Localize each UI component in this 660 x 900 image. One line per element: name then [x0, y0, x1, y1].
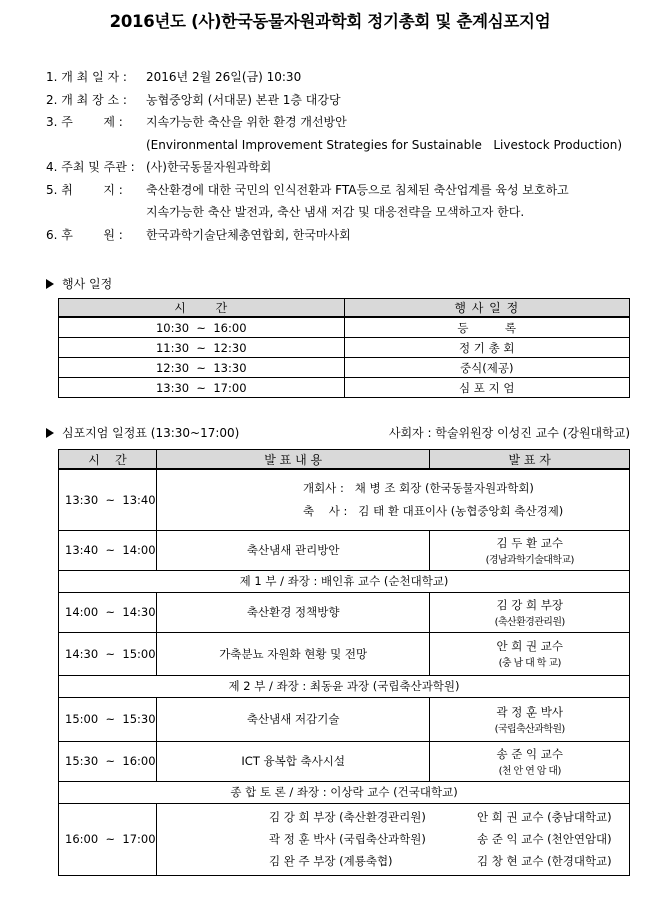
time-cell: 11:30 ~ 12:30 — [59, 338, 345, 358]
presenter-cell — [430, 697, 630, 741]
discussion-header: 종 합 토 론 / 좌장 : 이상락 교수 (건국대학교) — [59, 781, 630, 803]
session-header-row — [59, 675, 630, 697]
event-cell: 중식(제공) — [344, 358, 630, 378]
info-theme — [46, 111, 622, 134]
session-header-row — [59, 781, 630, 803]
moderator: 사회자 : 학술위원장 이성진 교수 (강원대학교) — [388, 426, 630, 440]
symposium-heading-text: 심포지엄 일정표 (13:30~17:00) — [62, 426, 240, 440]
presenter-org: (경남과학기술대학교) — [485, 554, 574, 566]
column-header-time: 시 간 — [59, 299, 345, 318]
talk-title: 축산환경 정책방향 — [156, 592, 429, 632]
panelist: 김 강 희 부장 (축산환경관리원) — [268, 810, 426, 824]
info-value: 한국과학기술단체총연합회, 한국마사회 — [146, 227, 351, 242]
opening-cell — [156, 469, 629, 530]
table-row — [59, 338, 630, 358]
table-row — [59, 592, 630, 632]
symposium-table — [58, 449, 630, 876]
presenter-name: 김 두 환 교수 — [496, 535, 563, 550]
talk-title: 축산냄새 관리방안 — [156, 530, 429, 570]
time-cell: 15:30 ~ 16:00 — [59, 741, 157, 781]
triangle-bullet-icon — [46, 428, 54, 438]
table-row — [59, 803, 630, 875]
event-info — [46, 66, 622, 246]
time-cell: 13:30 ~ 17:00 — [59, 378, 345, 398]
info-purpose — [46, 179, 622, 202]
panelist: 곽 정 훈 박사 (국립축산과학원) — [268, 832, 426, 846]
symposium-heading — [46, 424, 239, 441]
table-row — [59, 469, 630, 530]
table-row — [59, 378, 630, 398]
presenter-name: 곽 정 훈 박사 — [496, 704, 563, 719]
opening-address: 개회사 : 채 병 조 회장 (한국동물자원과학회) — [302, 480, 534, 495]
table-row — [59, 317, 630, 338]
column-header-content: 발 표 내 용 — [156, 450, 429, 470]
presenter-cell — [430, 632, 630, 675]
panel-row — [269, 850, 629, 872]
time-cell: 13:40 ~ 14:00 — [59, 530, 157, 570]
column-header-time: 시 간 — [59, 450, 157, 470]
presenter-org: (천 안 연 암 대) — [498, 765, 561, 777]
triangle-bullet-icon — [46, 279, 54, 289]
info-label: 1. 개 최 일 자 : — [46, 70, 127, 84]
info-purpose-continued: 지속가능한 축산 발전과, 축산 냄새 저감 및 대응전략을 모색하고자 한다. — [146, 205, 525, 219]
info-theme-english: (Environmental Improvement Strategies for Sustainable Livestock Production) — [146, 137, 623, 152]
session-1-header: 제 1 부 / 좌장 : 배인휴 교수 (순천대학교) — [59, 570, 630, 592]
info-label: 4. 주최 및 주관 : — [46, 160, 135, 174]
table-row — [59, 530, 630, 570]
event-cell: 심 포 지 엄 — [344, 378, 630, 398]
table-row — [59, 741, 630, 781]
info-label: 5. 취 지 : — [46, 182, 123, 197]
panelist: 김 창 현 교수 (한경대학교) — [476, 854, 612, 868]
table-row — [59, 632, 630, 675]
table-header-row — [59, 450, 630, 470]
info-label: 2. 개 최 장 소 : — [46, 92, 127, 107]
time-cell: 15:00 ~ 15:30 — [59, 697, 157, 741]
discussion-panel — [156, 803, 629, 875]
congratulatory-address: 축 사 : 김 태 환 대표이사 (농협중앙회 축산경제) — [302, 503, 564, 518]
time-cell: 10:30 ~ 16:00 — [59, 317, 345, 338]
table-row — [59, 697, 630, 741]
presenter-cell — [430, 741, 630, 781]
event-cell: 정 기 총 회 — [344, 338, 630, 358]
presenter-cell — [430, 530, 630, 570]
info-host — [46, 156, 622, 179]
presenter-name: 김 강 희 부장 — [496, 597, 563, 612]
talk-title: 가축분뇨 자원화 현황 및 전망 — [156, 632, 429, 675]
info-label: 3. 주 제 : — [46, 115, 123, 129]
info-date — [46, 66, 622, 89]
presenter-cell — [430, 592, 630, 632]
panel-row — [269, 828, 629, 850]
column-header-event: 행 사 일 정 — [344, 299, 630, 318]
time-cell: 12:30 ~ 13:30 — [59, 358, 345, 378]
schedule-heading — [46, 275, 112, 292]
column-header-presenter: 발 표 자 — [430, 450, 630, 470]
time-cell: 14:00 ~ 14:30 — [59, 592, 157, 632]
session-header-row — [59, 570, 630, 592]
panel-row — [269, 806, 629, 828]
time-cell: 14:30 ~ 15:00 — [59, 632, 157, 675]
talk-title: 축산냄새 저감기술 — [156, 697, 429, 741]
info-place — [46, 89, 622, 112]
schedule-heading-text: 행사 일정 — [62, 277, 113, 291]
info-value: 축산환경에 대한 국민의 인식전환과 FTA등으로 침체된 축산업계를 육성 보호하고 — [146, 182, 569, 197]
table-row — [59, 358, 630, 378]
table-header-row — [59, 299, 630, 318]
info-value: 2016년 2월 26일(금) 10:30 — [146, 70, 302, 84]
info-value: (사)한국동물자원과학회 — [146, 160, 272, 174]
info-value: 농협중앙회 (서대문) 본관 1층 대강당 — [146, 92, 341, 107]
page-title: 2016년도 (사)한국동물자원과학회 정기총회 및 춘계심포지엄 — [109, 12, 551, 31]
panelist: 김 완 주 부장 (계룡축협) — [268, 854, 393, 868]
info-sponsor — [46, 224, 622, 247]
panelist: 송 준 익 교수 (천안연암대) — [476, 832, 612, 846]
session-2-header: 제 2 부 / 좌장 : 최동윤 과장 (국립축산과학원) — [59, 675, 630, 697]
presenter-name: 안 희 권 교수 — [496, 639, 563, 653]
panelist: 안 희 권 교수 (충남대학교) — [476, 810, 612, 824]
info-value: 지속가능한 축산을 위한 환경 개선방안 — [146, 115, 347, 129]
presenter-org: (충 남 대 학 교) — [498, 658, 561, 669]
time-cell: 16:00 ~ 17:00 — [59, 803, 157, 875]
presenter-org: (국립축산과학원) — [494, 723, 565, 735]
event-schedule-table — [58, 298, 630, 398]
info-label: 6. 후 원 : — [46, 227, 123, 242]
presenter-name: 송 준 익 교수 — [496, 746, 563, 761]
talk-title: ICT 융복합 축사시설 — [156, 741, 429, 781]
event-cell: 등 록 — [344, 317, 630, 338]
time-cell: 13:30 ~ 13:40 — [59, 469, 157, 530]
presenter-org: (축산환경관리원) — [494, 616, 565, 628]
